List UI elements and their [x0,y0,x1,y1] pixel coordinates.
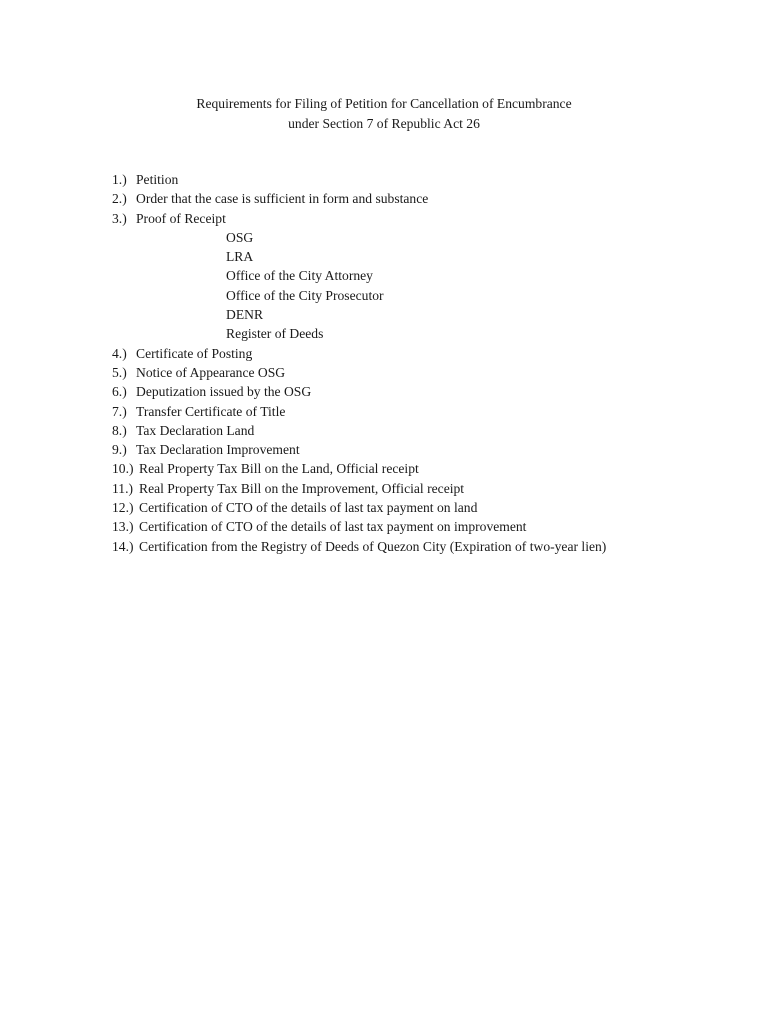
list-item [112,382,732,401]
item-number: 10.) [112,461,134,477]
item-text: Tax Declaration Improvement [136,442,300,458]
item-number: 1.) [112,172,127,187]
list-item [112,209,732,228]
receipt-parties-group [112,228,732,344]
list-item [112,440,732,459]
list-item [112,170,732,189]
list-item [112,344,732,363]
item-number: 8.) [112,422,127,438]
item-text: Certification of CTO of the details of last tax payment on land [139,500,478,516]
list-item [112,498,732,517]
title-line-1: Requirements for Filing of Petition for Cancellation of Encumbrance [196,96,572,111]
list-item [112,517,732,536]
document-title [0,94,768,133]
sub-list-item: LRA [226,249,254,265]
item-text: Proof of Receipt [136,210,226,226]
sub-list-item: Register of Deeds [226,326,324,342]
item-text: Deputization issued by the OSG [136,384,312,400]
list-item [112,189,732,208]
sub-list-item: DENR [226,307,264,323]
sub-list-item: Office of the City Attorney [226,268,373,284]
item-number: 3.) [112,210,127,226]
item-text: Order that the case is sufficient in form and substance [136,191,429,207]
title-line-2: under Section 7 of Republic Act 26 [288,115,480,131]
item-number: 6.) [112,384,127,400]
item-number: 7.) [112,403,127,419]
item-number: 5.) [112,364,127,380]
sub-list-item: OSG [226,229,254,245]
item-number: 2.) [112,191,127,207]
list-item [112,363,732,382]
item-text: Transfer Certificate of Title [136,403,286,419]
receipt-parties-list [112,228,732,344]
item-text: Tax Declaration Land [136,422,255,438]
item-text: Certification from the Registry of Deeds of Quezon City (Expiration of two-year lien) [139,538,607,554]
item-number: 12.) [112,500,134,516]
item-text: Real Property Tax Bill on the Improvement, Official receipt [139,480,465,496]
item-text: Certificate of Posting [136,345,253,361]
list-item [112,459,732,478]
requirements-list [112,170,732,556]
list-item [112,479,732,498]
item-number: 9.) [112,442,127,458]
item-number: 11.) [112,480,134,496]
sub-list-item: Office of the City Prosecutor [226,287,384,303]
item-text: Real Property Tax Bill on the Land, Official receipt [139,461,419,477]
item-text: Notice of Appearance OSG [136,364,286,380]
item-text: Petition [136,172,179,187]
item-number: 4.) [112,345,127,361]
list-item [112,402,732,421]
item-number: 14.) [112,538,134,554]
item-text: Certification of CTO of the details of last tax payment on improvement [139,519,527,535]
list-item [112,537,732,556]
list-item [112,421,732,440]
item-number: 13.) [112,519,134,535]
